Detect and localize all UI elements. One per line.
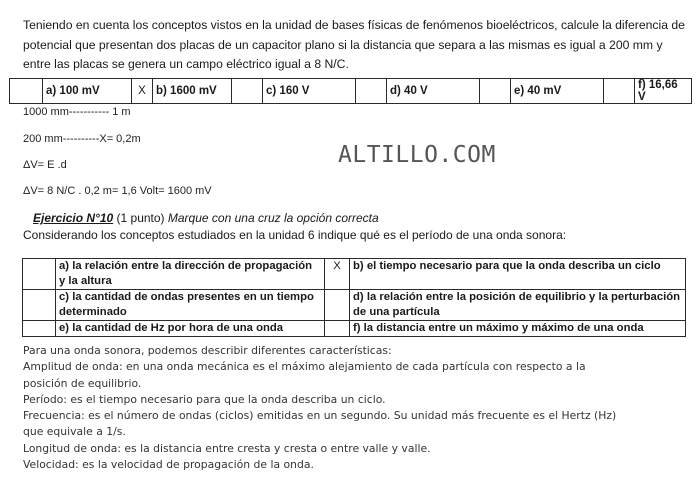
explanation-block [23, 343, 643, 473]
explanation-line: que equivale a 1/s. [23, 425, 126, 439]
option-e: e) 40 mV [511, 79, 604, 104]
option-text: la relación entre la dirección de propagación y la altura [59, 260, 313, 287]
question-1-text: Teniendo en cuenta los conceptos vistos en la unidad de bases físicas de fenómenos bioeléctricos, calcule la diferencia de potencial que presentan dos placas de un capacitor plano si la distancia que separa a las mismas es igual a 200 mm y entre las placas se genera un campo eléctrico igual a 8 N/C. [23, 18, 685, 71]
exercise-points: (1 punto) [113, 211, 168, 225]
option-text: el tiempo necesario para que la onda describa un ciclo [366, 260, 661, 272]
option-c: c) 160 V [263, 79, 356, 104]
spacer-cell [10, 79, 43, 104]
table-row [23, 259, 686, 290]
table-row [23, 290, 686, 321]
option-d-cell [350, 290, 686, 321]
explanation-line: Longitud de onda: es la distancia entre cresta y cresta o entre valle y valle. [23, 441, 431, 455]
option-letter: e) [59, 322, 70, 334]
mark-cell-e[interactable] [604, 79, 635, 104]
option-letter: b) [353, 260, 364, 272]
calc-line-4: ΔV= 8 N/C . 0,2 m= 1,6 Volt= 1600 mV [23, 185, 212, 197]
option-f-cell [350, 321, 686, 337]
mark-cell-a[interactable]: X [132, 79, 153, 104]
option-a: a) 100 mV [43, 79, 132, 104]
option-letter: d) [353, 291, 364, 303]
option-d: d) 40 V [387, 79, 480, 104]
option-e-cell [56, 321, 325, 337]
mark-cell-e[interactable] [325, 321, 350, 337]
explanation-line: Período: es el tiempo necesario para que la onda describa un ciclo. [23, 392, 386, 406]
mark-cell-c[interactable] [325, 290, 350, 321]
option-c-cell [56, 290, 325, 321]
option-text: la cantidad de ondas presentes en un tiempo determinado [59, 291, 314, 318]
answer-table-2 [22, 258, 686, 337]
option-text: la cantidad de Hz por hora de una onda [72, 322, 284, 334]
mark-cell-c[interactable] [356, 79, 387, 104]
option-b: b) 1600 mV [153, 79, 232, 104]
option-f: f) 16,66 V [635, 79, 692, 104]
explanation-line: posición de equilibrio. [23, 376, 142, 390]
answer-table-1 [9, 78, 692, 104]
explanation-line: Amplitud de onda: en una onda mecánica es el máximo alejamiento de cada partícula con respecto a la [23, 360, 586, 374]
mark-cell-d[interactable] [480, 79, 511, 104]
spacer-cell [23, 290, 56, 321]
explanation-line: Para una onda sonora, podemos describir diferentes características: [23, 344, 392, 357]
option-letter: c) [59, 291, 70, 303]
mark-cell-b[interactable] [232, 79, 263, 104]
option-text: la distancia entre un máximo y máximo de una onda [363, 322, 644, 334]
explanation-line: Frecuencia: es el número de ondas (ciclos) emitidas en un segundo. Su unidad más frecuente es el Hertz (Hz) [23, 409, 617, 423]
spacer-cell [23, 321, 56, 337]
option-a-cell [56, 259, 325, 290]
option-text: la relación entre la posición de equilibrio y la perturbación de una partícula [353, 291, 681, 318]
question-2-text: Considerando los conceptos estudiados en la unidad 6 indique qué es el período de una onda sonora: [23, 228, 567, 242]
exercise-instruction: Marque con una cruz la opción correcta [167, 211, 379, 225]
calc-line-3: ΔV= E .d [23, 159, 67, 171]
calc-line-1: 1000 mm----------- 1 m [23, 106, 131, 118]
exercise-header [33, 211, 379, 225]
option-letter: a) [59, 260, 70, 272]
table-row [10, 79, 692, 104]
mark-cell-a[interactable]: X [325, 259, 350, 290]
option-b-cell [350, 259, 686, 290]
exercise-title: Ejercicio N°10 [33, 211, 114, 225]
option-letter: f) [353, 322, 361, 334]
table-row [23, 321, 686, 337]
explanation-line: Velocidad: es la velocidad de propagación de la onda. [23, 458, 314, 472]
calc-line-2: 200 mm----------X= 0,2m [23, 133, 141, 145]
watermark: ALTILLO.COM [338, 142, 496, 168]
spacer-cell [23, 259, 56, 290]
